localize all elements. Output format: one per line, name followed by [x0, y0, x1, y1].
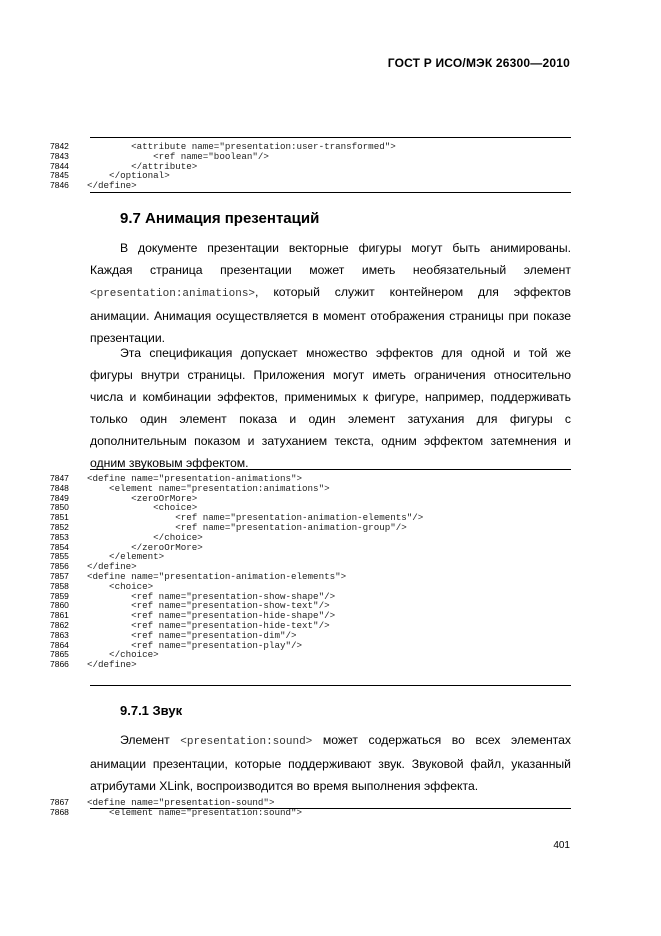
code-text: <define name="presentation-sound">: [87, 797, 275, 808]
line-number: 7850: [50, 502, 69, 513]
line-number: 7867: [50, 797, 69, 807]
code-text: <define name="presentation-animation-elements">: [87, 570, 347, 582]
code-text: <ref name="presentation-hide-text"/>: [87, 619, 330, 631]
code-text: </zeroOrMore>: [87, 541, 203, 553]
code-line: [50, 808, 572, 818]
section-9-7-paragraph-1: [90, 237, 571, 349]
line-number: 7848: [50, 482, 69, 493]
page-number: 401: [553, 840, 570, 851]
line-number: 7861: [50, 610, 69, 621]
code-text: </element>: [87, 551, 165, 563]
code-line: [50, 181, 572, 191]
code-text: </define>: [87, 561, 137, 573]
code-rule-3: [90, 808, 571, 809]
section-heading-9-7-1: 9.7.1 Звук: [120, 703, 183, 718]
code-text: <choice>: [87, 502, 198, 514]
inline-code-sound: <presentation:sound>: [180, 736, 313, 748]
code-top-rule-2: [90, 469, 571, 470]
line-number: 7860: [50, 600, 69, 611]
line-number: 7847: [50, 473, 69, 483]
line-number: 7857: [50, 570, 69, 581]
code-line: [50, 660, 572, 670]
code-block-1: [50, 142, 572, 191]
paragraph-text: , который служит контейнером для эффектов анимации. Анимация осуществляется в момент отображения страницы при показе презентации.: [90, 285, 571, 345]
paragraph-text: Эта спецификация допускает множество эффектов для одной и той же фигуры внутри страницы. Приложения могут иметь ограничения относительно числа и комбинации эффектов, применимых к фигуре, например, поддерживать только один элемент показа и один элемент затухания для фигуры с дополнительным показом и затуханием текста, одним эффектом затемнения и одним звуковым эффектом.: [90, 346, 571, 470]
code-text: <define name="presentation-animations">: [87, 473, 303, 484]
paragraph-text: может содержаться во всех элементах анимации презентации, которые поддерживают звук. Звуковой файл, указанный атрибутами XLink, воспроизводится во время выполнения эффекта.: [90, 733, 572, 793]
line-number: 7851: [50, 512, 69, 523]
code-text: <ref name="presentation-animation-elements"/>: [87, 512, 424, 524]
paragraph-text: В документе презентации векторные фигуры могут быть анимированы. Каждая страница презентации может иметь необязательный элемент: [90, 241, 571, 277]
code-text: <choice>: [87, 580, 154, 592]
line-number: 7852: [50, 521, 69, 532]
line-number: 7856: [50, 561, 69, 572]
line-number: 7868: [50, 806, 69, 817]
code-text: <attribute name="presentation:user-transformed">: [87, 141, 396, 152]
line-number: 7863: [50, 629, 69, 640]
code-block-2: [50, 474, 572, 670]
section-9-7-paragraph-2: [90, 342, 571, 474]
code-text: <ref name="presentation-show-shape"/>: [87, 590, 336, 602]
line-number: 7862: [50, 619, 69, 630]
code-bottom-rule-2: [90, 685, 571, 686]
code-text: <element name="presentation:animations">: [87, 482, 330, 494]
line-number: 7853: [50, 531, 69, 542]
code-text: <ref name="boolean"/>: [87, 150, 269, 162]
code-bottom-rule-1: [90, 192, 571, 193]
code-text: </define>: [87, 659, 137, 671]
line-number: 7854: [50, 541, 69, 552]
code-text: <ref name="presentation-show-text"/>: [87, 600, 330, 612]
line-number: 7842: [50, 141, 69, 151]
line-number: 7865: [50, 649, 69, 660]
document-header: ГОСТ Р ИСО/МЭК 26300—2010: [387, 56, 570, 70]
section-heading-9-7: 9.7 Анимация презентаций: [120, 210, 320, 227]
line-number: 7849: [50, 492, 69, 503]
code-text: </choice>: [87, 531, 203, 543]
line-number: 7866: [50, 659, 69, 670]
inline-code-animations: <presentation:animations>: [90, 288, 256, 300]
code-text: <zeroOrMore>: [87, 492, 198, 504]
line-number: 7859: [50, 590, 69, 601]
code-text: </choice>: [87, 649, 159, 661]
code-text: <ref name="presentation-hide-shape"/>: [87, 610, 336, 622]
code-text: <ref name="presentation-animation-group"/>: [87, 521, 407, 533]
code-text: </attribute>: [87, 160, 198, 172]
line-number: 7844: [50, 160, 69, 171]
line-number: 7864: [50, 639, 69, 650]
line-number: 7855: [50, 551, 69, 562]
line-number: 7845: [50, 170, 69, 181]
section-9-7-1-paragraph-1: [90, 729, 571, 797]
code-text: <element name="presentation:sound">: [87, 806, 303, 818]
code-text: </define>: [87, 180, 137, 192]
line-number: 7843: [50, 150, 69, 161]
code-top-rule-1: [90, 137, 571, 138]
code-text: <ref name="presentation-dim"/>: [87, 629, 297, 641]
code-text: <ref name="presentation-play"/>: [87, 639, 303, 651]
line-number: 7858: [50, 580, 69, 591]
paragraph-text: Элемент: [120, 733, 181, 747]
line-number: 7846: [50, 180, 69, 191]
code-text: </optional>: [87, 170, 170, 182]
